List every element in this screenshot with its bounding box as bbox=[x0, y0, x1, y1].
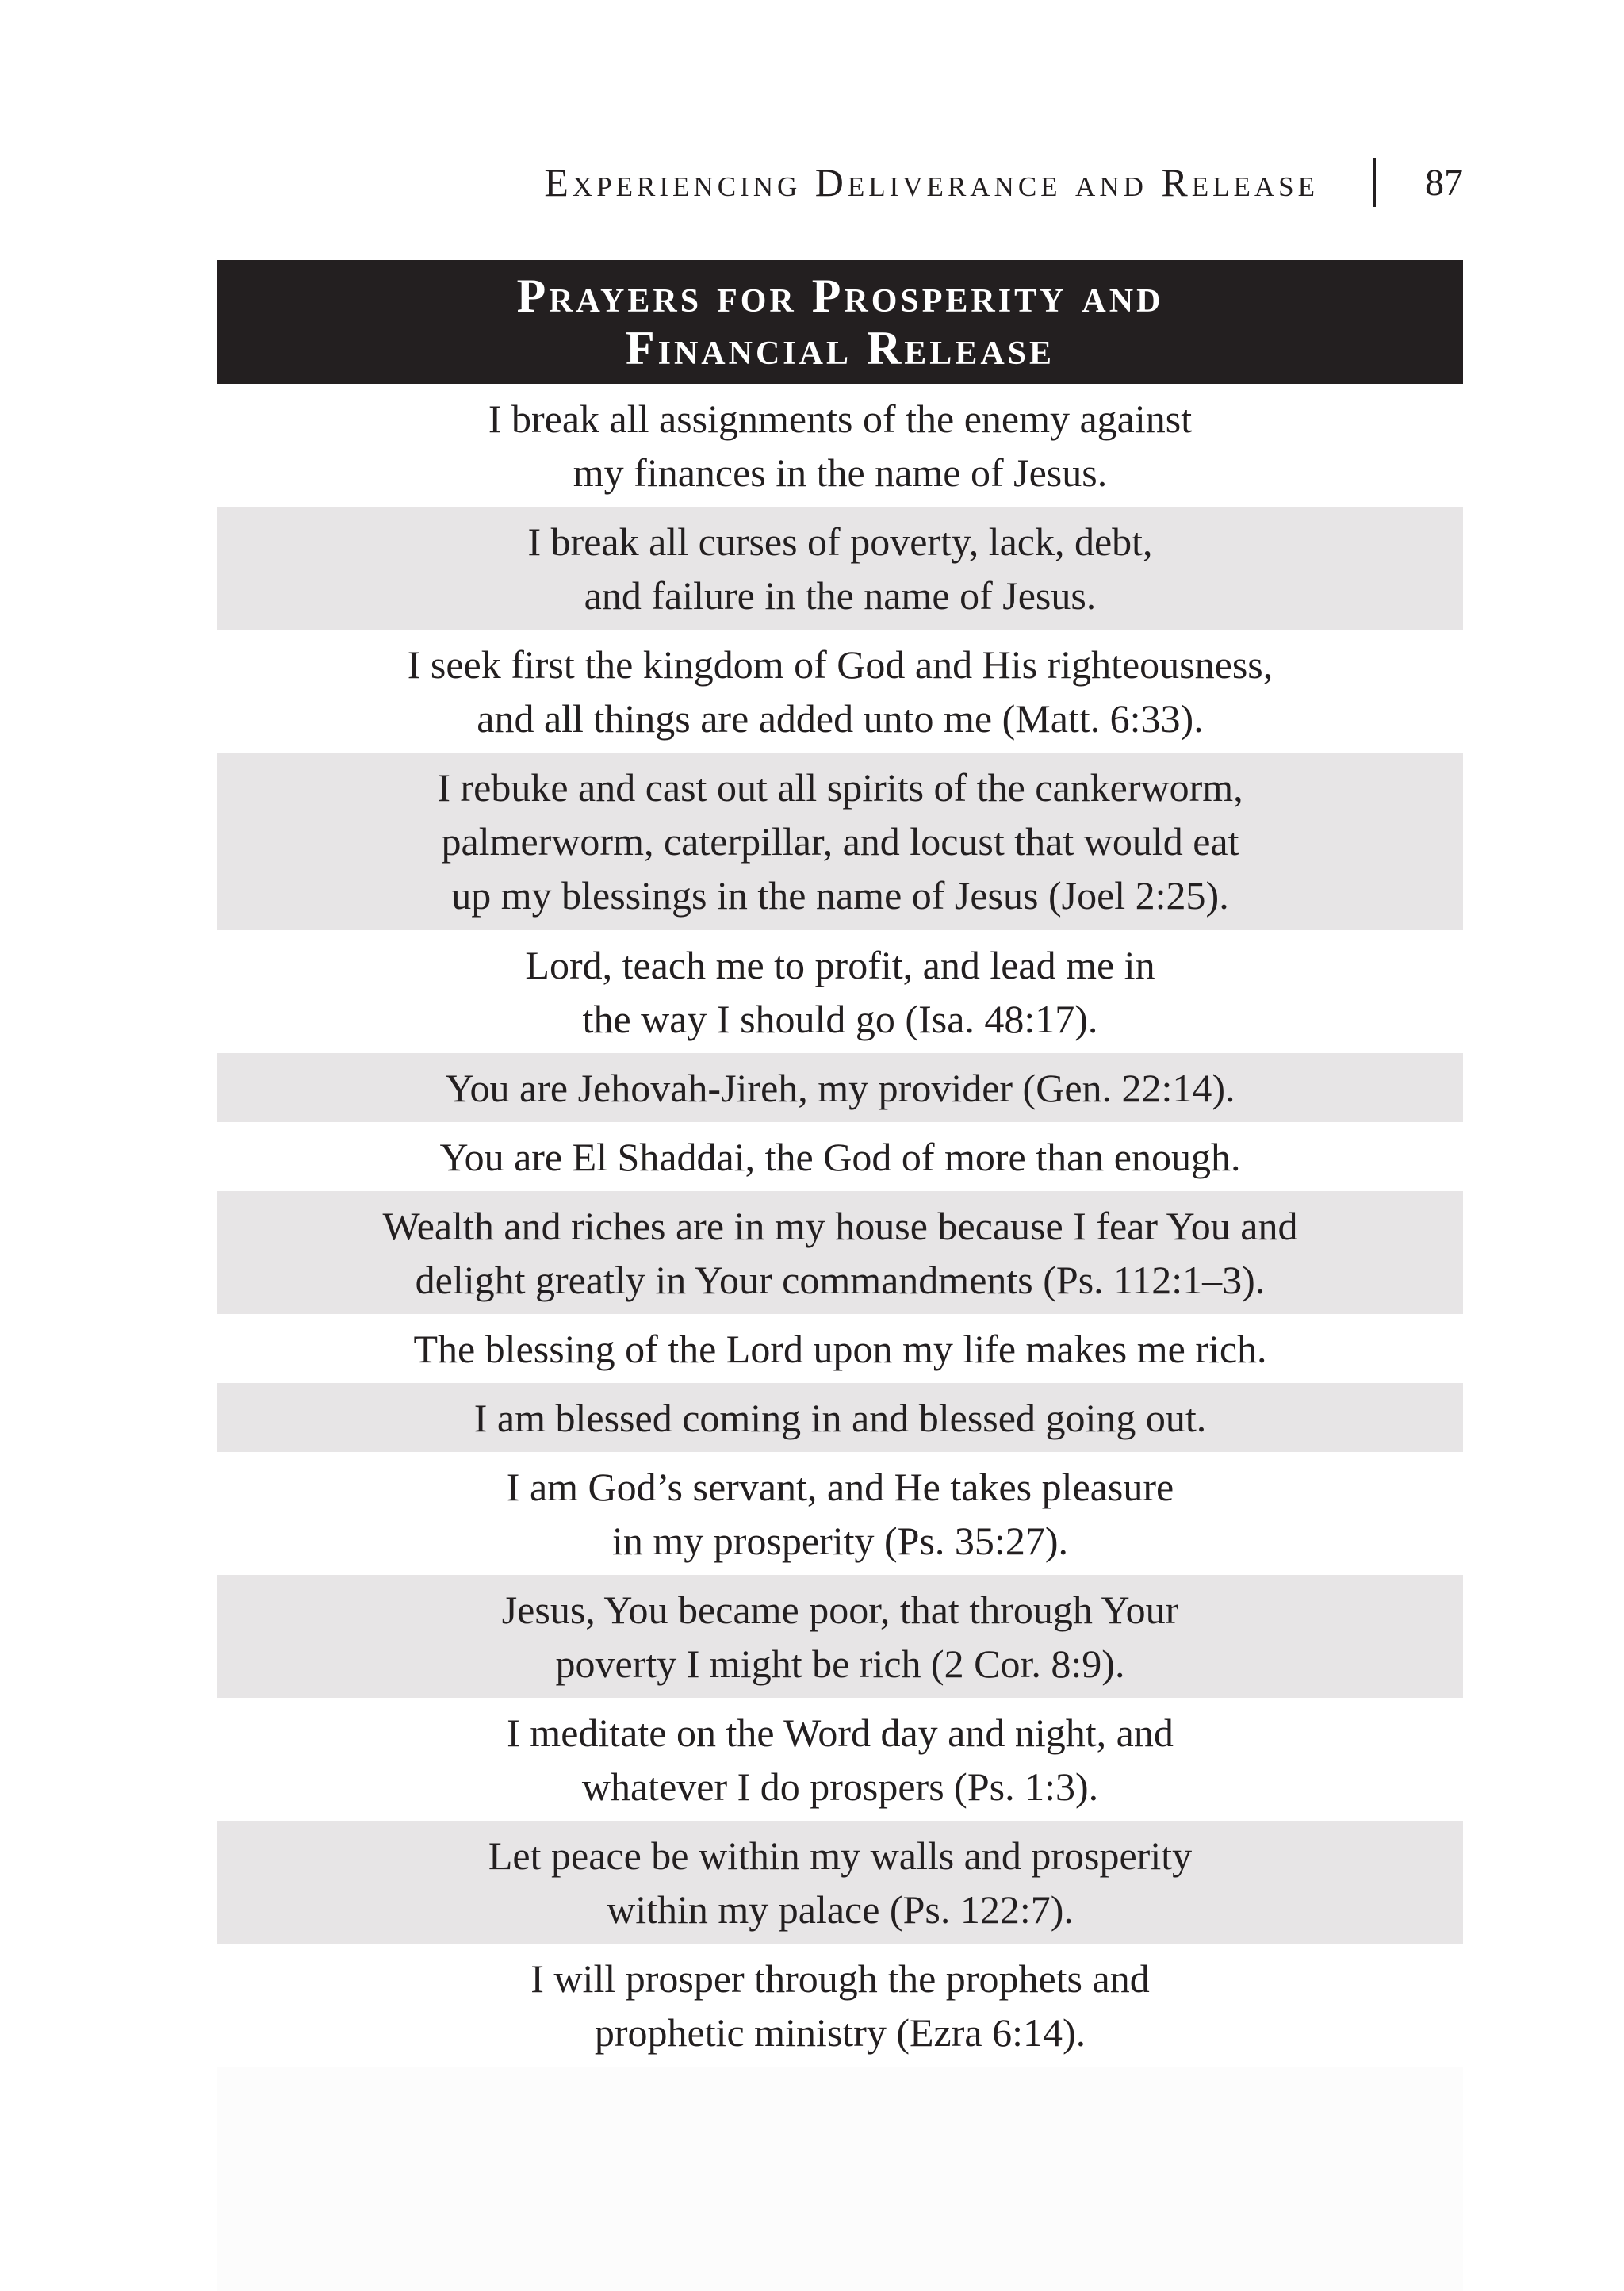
prayer-row bbox=[217, 753, 1463, 930]
table-heading bbox=[217, 260, 1463, 384]
prayer-line: poverty I might be rich (2 Cor. 8:9). bbox=[555, 1641, 1125, 1686]
prayer-row bbox=[217, 507, 1463, 630]
prayer-line: Jesus, You became poor, that through Your bbox=[501, 1587, 1179, 1632]
prayer-line: I seek first the kingdom of God and His righteousness, bbox=[407, 642, 1274, 687]
prayer-line: I am blessed coming in and blessed going out. bbox=[473, 1395, 1207, 1440]
prayer-row bbox=[217, 1314, 1463, 1383]
prayer-line: The blessing of the Lord upon my life makes me rich. bbox=[413, 1326, 1267, 1371]
prayer-row bbox=[217, 630, 1463, 753]
prayer-line: my finances in the name of Jesus. bbox=[573, 450, 1108, 495]
page-number: 87 bbox=[1425, 161, 1463, 204]
prayer-line: palmerworm, caterpillar, and locust that would eat bbox=[441, 819, 1239, 864]
prayer-line: I rebuke and cast out all spirits of the cankerworm, bbox=[437, 765, 1243, 810]
prayer-row bbox=[217, 1821, 1463, 1944]
prayer-row bbox=[217, 1053, 1463, 1122]
running-head bbox=[0, 151, 1463, 214]
prayer-row bbox=[217, 1383, 1463, 1452]
prayer-line: I break all assignments of the enemy against bbox=[488, 396, 1193, 441]
prayer-line: the way I should go (Isa. 48:17). bbox=[582, 996, 1098, 1041]
prayer-line: whatever I do prospers (Ps. 1:3). bbox=[581, 1764, 1099, 1809]
prayer-table bbox=[217, 260, 1463, 2291]
prayer-row bbox=[217, 1191, 1463, 1314]
prayer-line: I will prosper through the prophets and bbox=[530, 1956, 1150, 2001]
prayer-line: and failure in the name of Jesus. bbox=[584, 573, 1097, 618]
prayer-line: up my blessings in the name of Jesus (Joel 2:25). bbox=[451, 873, 1229, 918]
prayer-row bbox=[217, 384, 1463, 507]
prayer-line: delight greatly in Your commandments (Ps. 112:1–3). bbox=[415, 1257, 1266, 1302]
prayer-line: Wealth and riches are in my house because I fear You and bbox=[382, 1203, 1298, 1248]
running-head-title: Experiencing Deliverance and Release bbox=[544, 160, 1319, 205]
prayer-row bbox=[217, 1452, 1463, 1575]
prayer-line: in my prosperity (Ps. 35:27). bbox=[612, 1518, 1068, 1563]
table-heading-line: Financial Release bbox=[625, 322, 1055, 374]
running-head-separator bbox=[1373, 158, 1376, 207]
prayer-line: I am God’s servant, and He takes pleasure bbox=[506, 1464, 1174, 1509]
prayer-line: I break all curses of poverty, lack, debt, bbox=[527, 519, 1153, 564]
table-heading-line: Prayers for Prosperity and bbox=[516, 270, 1164, 322]
prayer-row bbox=[217, 930, 1463, 1053]
prayer-row bbox=[217, 1122, 1463, 1191]
prayer-line: Let peace be within my walls and prosperity bbox=[488, 1833, 1193, 1878]
prayer-line: You are Jehovah-Jireh, my provider (Gen. 22:14). bbox=[445, 1065, 1235, 1110]
prayer-line: prophetic ministry (Ezra 6:14). bbox=[594, 2009, 1086, 2055]
prayer-row bbox=[217, 1698, 1463, 1821]
prayer-line: You are El Shaddai, the God of more than enough. bbox=[439, 1134, 1241, 1179]
prayer-row bbox=[217, 1575, 1463, 1698]
prayer-line: I meditate on the Word day and night, and bbox=[507, 1710, 1174, 1755]
prayer-line: and all things are added unto me (Matt. 6:33). bbox=[477, 695, 1204, 741]
prayer-line: within my palace (Ps. 122:7). bbox=[607, 1887, 1074, 1932]
table-bottom-fill bbox=[217, 2067, 1463, 2291]
prayer-row bbox=[217, 1944, 1463, 2067]
prayer-line: Lord, teach me to profit, and lead me in bbox=[525, 942, 1155, 987]
